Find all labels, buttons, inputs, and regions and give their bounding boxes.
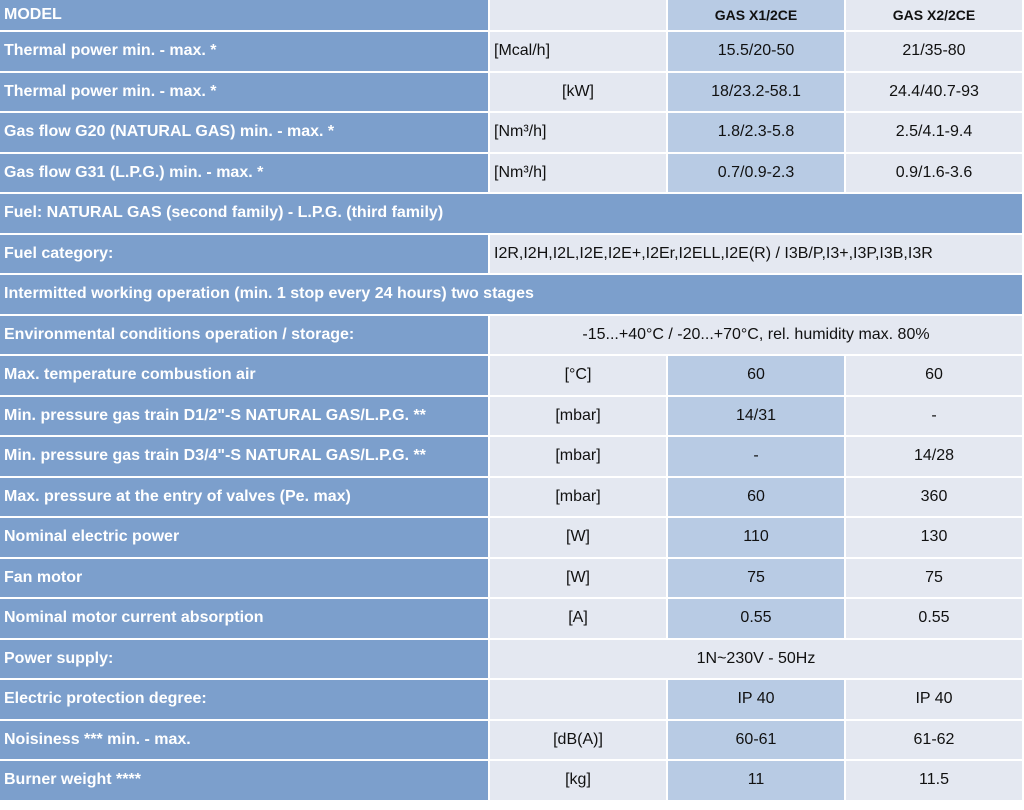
row-value-gas-x2: 130: [846, 518, 1024, 559]
row-value-gas-x1: 18/23.2-58.1: [668, 73, 846, 114]
row-label: Power supply:: [0, 640, 490, 681]
row-label: Fan motor: [0, 559, 490, 600]
row-value-gas-x2: IP 40: [846, 680, 1024, 721]
row-label: Max. pressure at the entry of valves (Pe. max): [0, 478, 490, 519]
row-unit: [°C]: [490, 356, 668, 397]
row-label: Electric protection degree:: [0, 680, 490, 721]
row-label: Burner weight ****: [0, 761, 490, 802]
table-row: [0, 437, 1024, 478]
row-value-merged: I2R,I2H,I2L,I2E,I2E+,I2Er,I2ELL,I2E(R) / I3B/P,I3+,I3P,I3B,I3R: [490, 235, 1024, 276]
row-label: Thermal power min. - max. *: [0, 32, 490, 73]
row-unit: [Mcal/h]: [490, 32, 668, 73]
row-value-gas-x1: -: [668, 437, 846, 478]
row-label: Thermal power min. - max. *: [0, 73, 490, 114]
row-value-merged: -15...+40°C / -20...+70°C, rel. humidity max. 80%: [490, 316, 1024, 357]
row-label: Gas flow G31 (L.P.G.) min. - max. *: [0, 154, 490, 195]
row-label: Fuel category:: [0, 235, 490, 276]
row-unit: [W]: [490, 518, 668, 559]
table-row: [0, 478, 1024, 519]
table-row: [0, 680, 1024, 721]
table-row: [0, 640, 1024, 681]
row-unit: [mbar]: [490, 437, 668, 478]
row-value-gas-x1: 60: [668, 478, 846, 519]
row-value-gas-x1: IP 40: [668, 680, 846, 721]
table-row: [0, 32, 1024, 73]
row-value-gas-x1: 60: [668, 356, 846, 397]
row-label: Max. temperature combustion air: [0, 356, 490, 397]
row-label: Min. pressure gas train D1/2"-S NATURAL GAS/L.P.G. **: [0, 397, 490, 438]
table-row: [0, 397, 1024, 438]
table-row: [0, 559, 1024, 600]
row-value-gas-x2: 0.55: [846, 599, 1024, 640]
header-unit-cell: [490, 0, 668, 32]
header-model-gas-x2: GAS X2/2CE: [846, 0, 1024, 32]
section-band-row: [0, 194, 1024, 235]
table-row: [0, 113, 1024, 154]
row-value-gas-x1: 15.5/20-50: [668, 32, 846, 73]
row-value-gas-x1: 0.7/0.9-2.3: [668, 154, 846, 195]
table-row: [0, 518, 1024, 559]
row-value-gas-x2: 14/28: [846, 437, 1024, 478]
table-row: [0, 235, 1024, 276]
row-value-gas-x2: 2.5/4.1-9.4: [846, 113, 1024, 154]
table-row: [0, 73, 1024, 114]
row-unit: [Nm³/h]: [490, 154, 668, 195]
table-header-row: [0, 0, 1024, 32]
row-label: Min. pressure gas train D3/4"-S NATURAL GAS/L.P.G. **: [0, 437, 490, 478]
row-value-gas-x2: 24.4/40.7-93: [846, 73, 1024, 114]
row-value-gas-x1: 14/31: [668, 397, 846, 438]
row-value-gas-x1: 1.8/2.3-5.8: [668, 113, 846, 154]
row-value-gas-x2: 60: [846, 356, 1024, 397]
row-unit: [A]: [490, 599, 668, 640]
row-value-gas-x2: -: [846, 397, 1024, 438]
row-value-merged: 1N~230V - 50Hz: [490, 640, 1024, 681]
row-unit: [mbar]: [490, 478, 668, 519]
table-row: [0, 761, 1024, 802]
row-unit: [kg]: [490, 761, 668, 802]
row-value-gas-x2: 75: [846, 559, 1024, 600]
row-value-gas-x1: 0.55: [668, 599, 846, 640]
row-unit: [Nm³/h]: [490, 113, 668, 154]
row-label: Nominal electric power: [0, 518, 490, 559]
row-unit: [mbar]: [490, 397, 668, 438]
section-band-row: [0, 275, 1024, 316]
row-value-gas-x1: 11: [668, 761, 846, 802]
row-unit: [W]: [490, 559, 668, 600]
table-row: [0, 356, 1024, 397]
row-value-gas-x2: 61-62: [846, 721, 1024, 762]
row-value-gas-x1: 60-61: [668, 721, 846, 762]
row-label: Noisiness *** min. - max.: [0, 721, 490, 762]
section-band-operation: Intermitted working operation (min. 1 stop every 24 hours) two stages: [0, 275, 1024, 316]
row-value-gas-x2: 11.5: [846, 761, 1024, 802]
row-unit: [kW]: [490, 73, 668, 114]
row-unit: [490, 680, 668, 721]
header-model-label: MODEL: [0, 0, 490, 32]
row-value-gas-x2: 360: [846, 478, 1024, 519]
row-unit: [dB(A)]: [490, 721, 668, 762]
row-value-gas-x1: 110: [668, 518, 846, 559]
table-row: [0, 154, 1024, 195]
section-band-fuel: Fuel: NATURAL GAS (second family) - L.P.G. (third family): [0, 194, 1024, 235]
table-row: [0, 721, 1024, 762]
row-value-gas-x1: 75: [668, 559, 846, 600]
row-value-gas-x2: 21/35-80: [846, 32, 1024, 73]
row-label: Nominal motor current absorption: [0, 599, 490, 640]
header-model-gas-x1: GAS X1/2CE: [668, 0, 846, 32]
table-row: [0, 316, 1024, 357]
row-value-gas-x2: 0.9/1.6-3.6: [846, 154, 1024, 195]
table-row: [0, 599, 1024, 640]
row-label: Gas flow G20 (NATURAL GAS) min. - max. *: [0, 113, 490, 154]
row-label: Environmental conditions operation / storage:: [0, 316, 490, 357]
